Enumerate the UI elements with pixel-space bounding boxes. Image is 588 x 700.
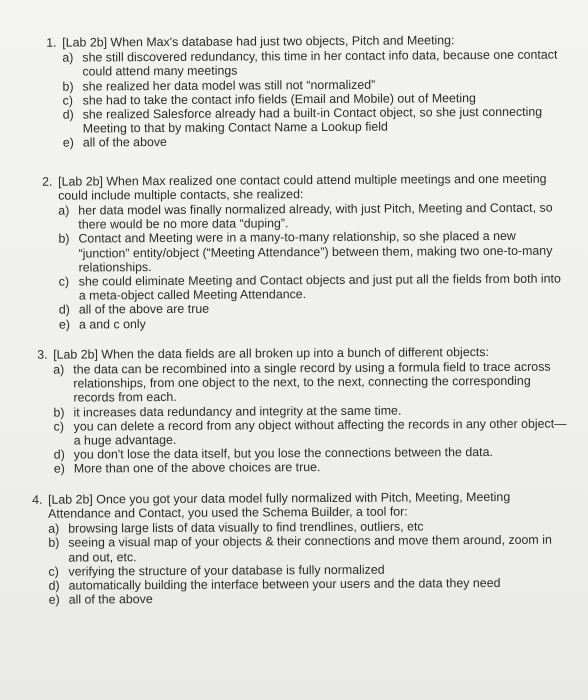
option-list xyxy=(62,48,565,150)
option-letter: a) xyxy=(53,362,65,377)
option-letter: b) xyxy=(58,232,70,247)
option-letter: b) xyxy=(48,535,60,551)
option-text: you don't lose the data itself, but you lose the connections between the data. xyxy=(73,445,493,462)
question-number: 3. xyxy=(37,347,48,362)
question-number: 1. xyxy=(46,35,57,50)
option-e xyxy=(54,459,567,476)
option-text: browsing large lists of data visually to find trendlines, outliers, etc xyxy=(68,519,424,536)
option-letter: d) xyxy=(58,303,70,318)
option-a xyxy=(58,201,565,233)
option-list xyxy=(53,360,567,477)
option-text: you can delete a record from any object without affecting the records in any other object—a huge advantage. xyxy=(73,416,567,448)
option-e xyxy=(59,314,566,331)
option-letter: a) xyxy=(62,50,74,65)
option-text: all of the above are true xyxy=(78,302,210,317)
question-stem xyxy=(42,171,565,203)
option-letter: e) xyxy=(48,592,60,607)
option-text: she still discovered redundancy, this time in her contact info data, because one contact could attend many meetings xyxy=(82,47,558,79)
option-text: automatically building the interface between your users and the data they need xyxy=(68,575,501,593)
question-number: 2. xyxy=(42,174,53,189)
option-letter: b) xyxy=(53,405,65,420)
option-letter: a) xyxy=(58,203,70,218)
option-b xyxy=(58,229,565,275)
option-letter: a) xyxy=(48,521,60,536)
option-list xyxy=(58,201,566,332)
question-4 xyxy=(32,489,568,607)
question-2 xyxy=(42,171,566,331)
option-text: her data model was finally normalized already, with just Pitch, Meeting and Contact, so there would be no more data “duping”. xyxy=(78,200,553,232)
option-list xyxy=(48,519,568,607)
option-c xyxy=(59,272,566,304)
option-c xyxy=(54,416,567,448)
option-letter: c) xyxy=(62,93,73,108)
option-letter: d) xyxy=(48,578,60,593)
question-text: [Lab 2b] When Max realized one contact could attend multiple meetings and one meeting could include multiple contacts, she realized: xyxy=(58,171,547,203)
option-text: seeing a visual map of your objects & their connections and move them around, zoom in and out, etc. xyxy=(68,532,552,565)
option-text: verifying the structure of your database is fully normalized xyxy=(68,562,385,579)
option-text: she could eliminate Meeting and Contact objects and just put all the fields from both into a meta-object called Meeting Attendance. xyxy=(78,271,561,303)
question-number: 4. xyxy=(32,492,43,507)
option-text: all of the above xyxy=(68,592,153,607)
option-text: it increases data redundancy and integrity at the same time. xyxy=(73,403,402,420)
question-stem xyxy=(32,489,567,521)
option-d xyxy=(63,105,565,136)
option-text: Contact and Meeting were in a many-to-many relationship, so she placed a new “junction” entity/object (“Meeting Attendance”) between them, making two one-to-many relationships. xyxy=(78,229,553,275)
option-e xyxy=(49,590,568,607)
option-letter: e) xyxy=(53,462,65,477)
option-b xyxy=(48,533,567,565)
option-letter: d) xyxy=(62,107,74,122)
question-text: [Lab 2b] When the data fields are all broken up into a bunch of different objects: xyxy=(53,344,489,362)
option-letter: c) xyxy=(53,419,64,434)
option-e xyxy=(63,133,565,150)
question-text: [Lab 2b] When Max's database had just two objects, Pitch and Meeting: xyxy=(62,33,455,50)
option-letter: c) xyxy=(48,564,59,579)
option-a xyxy=(62,48,564,79)
question-1 xyxy=(46,33,565,151)
option-letter: e) xyxy=(58,317,71,332)
option-text: More than one of the above choices are true. xyxy=(73,460,321,477)
option-a xyxy=(53,360,566,406)
option-letter: c) xyxy=(58,274,70,289)
option-letter: b) xyxy=(62,79,74,94)
option-letter: d) xyxy=(53,447,65,462)
question-3 xyxy=(37,344,567,476)
option-text: she realized her data model was still not “normalized” xyxy=(82,77,376,94)
option-text: a and c only xyxy=(78,316,146,332)
question-text: [Lab 2b] Once you got your data model fully normalized with Pitch, Meeting, Meeting Attendance and Contact, you used the Schema Builder, a tool for: xyxy=(48,489,511,521)
option-text: the data can be recombined into a single record by using a formula field to trace across relationships, from one object to the next, to the next, connecting the corresponding records from each. xyxy=(73,359,551,406)
option-letter: e) xyxy=(62,135,74,151)
option-text: she had to take the contact info fields (Email and Mobile) out of Meeting xyxy=(82,90,476,108)
option-text: she realized Salesforce already had a built-in Contact object, so she just connecting Meeting to that by making Contact Name a Lookup field xyxy=(82,104,543,136)
option-text: all of the above xyxy=(82,135,167,150)
